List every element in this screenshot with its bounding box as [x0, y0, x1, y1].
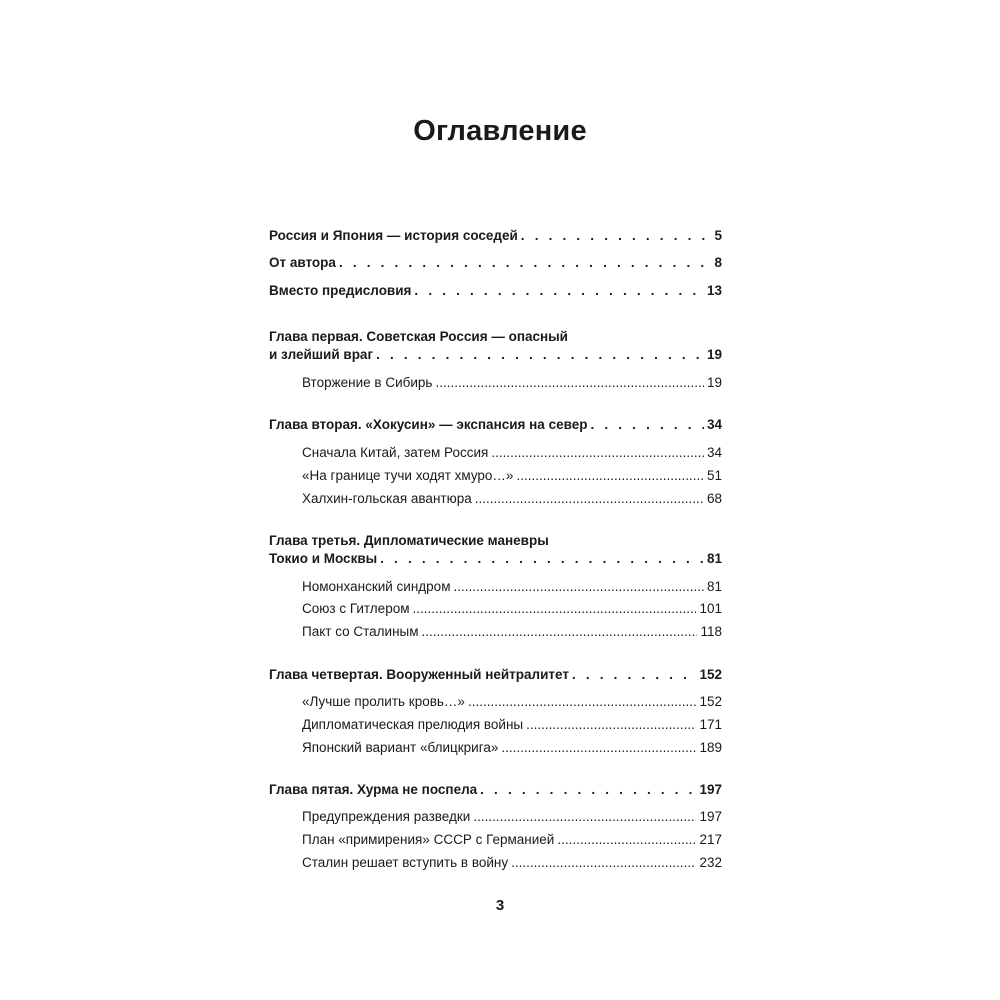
- dot-leader: [590, 417, 704, 432]
- dot-leader: [414, 283, 704, 298]
- dot-leader: [435, 375, 704, 390]
- chapter-page: 19: [706, 347, 722, 362]
- dot-leader: [380, 551, 704, 566]
- dot-leader: [572, 667, 697, 682]
- section-entry[interactable]: [302, 491, 722, 509]
- dot-leader: [473, 809, 696, 824]
- dot-leader: [339, 255, 712, 270]
- section-label: План «примирения» СССР с Германией: [302, 832, 555, 847]
- chapter-page: 81: [706, 551, 722, 566]
- toc-entry-page: 5: [714, 228, 722, 243]
- section-entry[interactable]: [302, 468, 722, 486]
- chapter-label: Глава вторая. «Хокусин» — экспансия на север: [269, 417, 588, 432]
- chapter-label: Глава четвертая. Вооруженный нейтралитет: [269, 667, 569, 682]
- page-number: 3: [495, 897, 505, 914]
- section-page: 189: [699, 740, 722, 755]
- section-page: 217: [699, 832, 722, 847]
- chapter-label: Токио и Москвы: [269, 551, 378, 566]
- section-label: Вторжение в Сибирь: [302, 375, 433, 390]
- section-label: Номонханский синдром: [302, 579, 451, 594]
- dot-leader: [468, 694, 697, 709]
- chapter-title-line: Глава третья. Дипломатические маневры: [269, 533, 549, 548]
- dot-leader: [516, 468, 704, 483]
- section-label: Японский вариант «блицкрига»: [302, 740, 499, 755]
- section-label: Предупреждения разведки: [302, 809, 471, 824]
- toc-entry[interactable]: [269, 255, 722, 273]
- dot-leader: [475, 491, 704, 506]
- section-page: 118: [700, 624, 722, 639]
- dot-leader: [526, 717, 696, 732]
- section-page: 19: [706, 375, 722, 390]
- dot-leader: [501, 740, 696, 755]
- section-page: 171: [699, 717, 722, 732]
- chapter-page: 34: [706, 417, 722, 432]
- page-title: Оглавление: [413, 115, 587, 147]
- dot-leader: [480, 782, 696, 797]
- dot-leader: [521, 228, 712, 243]
- chapter-entry[interactable]: [269, 417, 722, 435]
- section-page: 81: [706, 579, 722, 594]
- toc-entry[interactable]: [269, 228, 722, 246]
- dot-leader: [557, 832, 696, 847]
- dot-leader: [511, 855, 696, 870]
- section-entry[interactable]: [302, 809, 722, 827]
- chapter-label: Глава пятая. Хурма не поспела: [269, 782, 478, 797]
- chapter-entry[interactable]: [269, 347, 722, 365]
- chapter-entry[interactable]: [269, 782, 722, 800]
- toc-entry-page: 13: [706, 283, 722, 298]
- toc-entry-label: От автора: [269, 255, 336, 270]
- section-entry[interactable]: [302, 579, 722, 597]
- dot-leader: [422, 624, 698, 639]
- chapter-label: и злейший враг: [269, 347, 374, 362]
- chapter-page: 152: [699, 667, 722, 682]
- section-entry[interactable]: [302, 694, 722, 712]
- section-entry[interactable]: [302, 375, 722, 393]
- toc-entry-label: Вместо предисловия: [269, 283, 412, 298]
- section-entry[interactable]: [302, 717, 722, 735]
- section-page: 51: [706, 468, 722, 483]
- toc-entry-page: 8: [714, 255, 722, 270]
- section-label: «Лучше пролить кровь…»: [302, 694, 465, 709]
- dot-leader: [453, 579, 703, 594]
- section-page: 34: [706, 445, 722, 460]
- section-label: Союз с Гитлером: [302, 601, 410, 616]
- dot-leader: [413, 601, 697, 616]
- dot-leader: [376, 347, 704, 362]
- toc-entry-label: Россия и Япония — история соседей: [269, 228, 518, 243]
- section-entry[interactable]: [302, 601, 722, 619]
- section-page: 197: [699, 809, 722, 824]
- section-label: Сначала Китай, затем Россия: [302, 445, 489, 460]
- section-page: 152: [699, 694, 722, 709]
- table-of-contents: [269, 0, 722, 1000]
- section-entry[interactable]: [302, 740, 722, 758]
- toc-entry[interactable]: [269, 283, 722, 301]
- chapter-entry[interactable]: [269, 667, 722, 685]
- section-label: Дипломатическая прелюдия войны: [302, 717, 524, 732]
- chapter-title-line: Глава первая. Советская Россия — опасный: [269, 329, 568, 344]
- chapter-page: 197: [699, 782, 722, 797]
- section-label: «На границе тучи ходят хмуро…»: [302, 468, 514, 483]
- section-page: 68: [706, 491, 722, 506]
- chapter-entry[interactable]: [269, 551, 722, 569]
- section-entry[interactable]: [302, 855, 722, 873]
- section-entry[interactable]: [302, 832, 722, 850]
- section-page: 232: [699, 855, 722, 870]
- section-entry[interactable]: [302, 445, 722, 463]
- section-page: 101: [699, 601, 722, 616]
- section-label: Пакт со Сталиным: [302, 624, 419, 639]
- section-label: Сталин решает вступить в войну: [302, 855, 509, 870]
- dot-leader: [491, 445, 704, 460]
- section-entry[interactable]: [302, 624, 722, 642]
- section-label: Халхин-гольская авантюра: [302, 491, 472, 506]
